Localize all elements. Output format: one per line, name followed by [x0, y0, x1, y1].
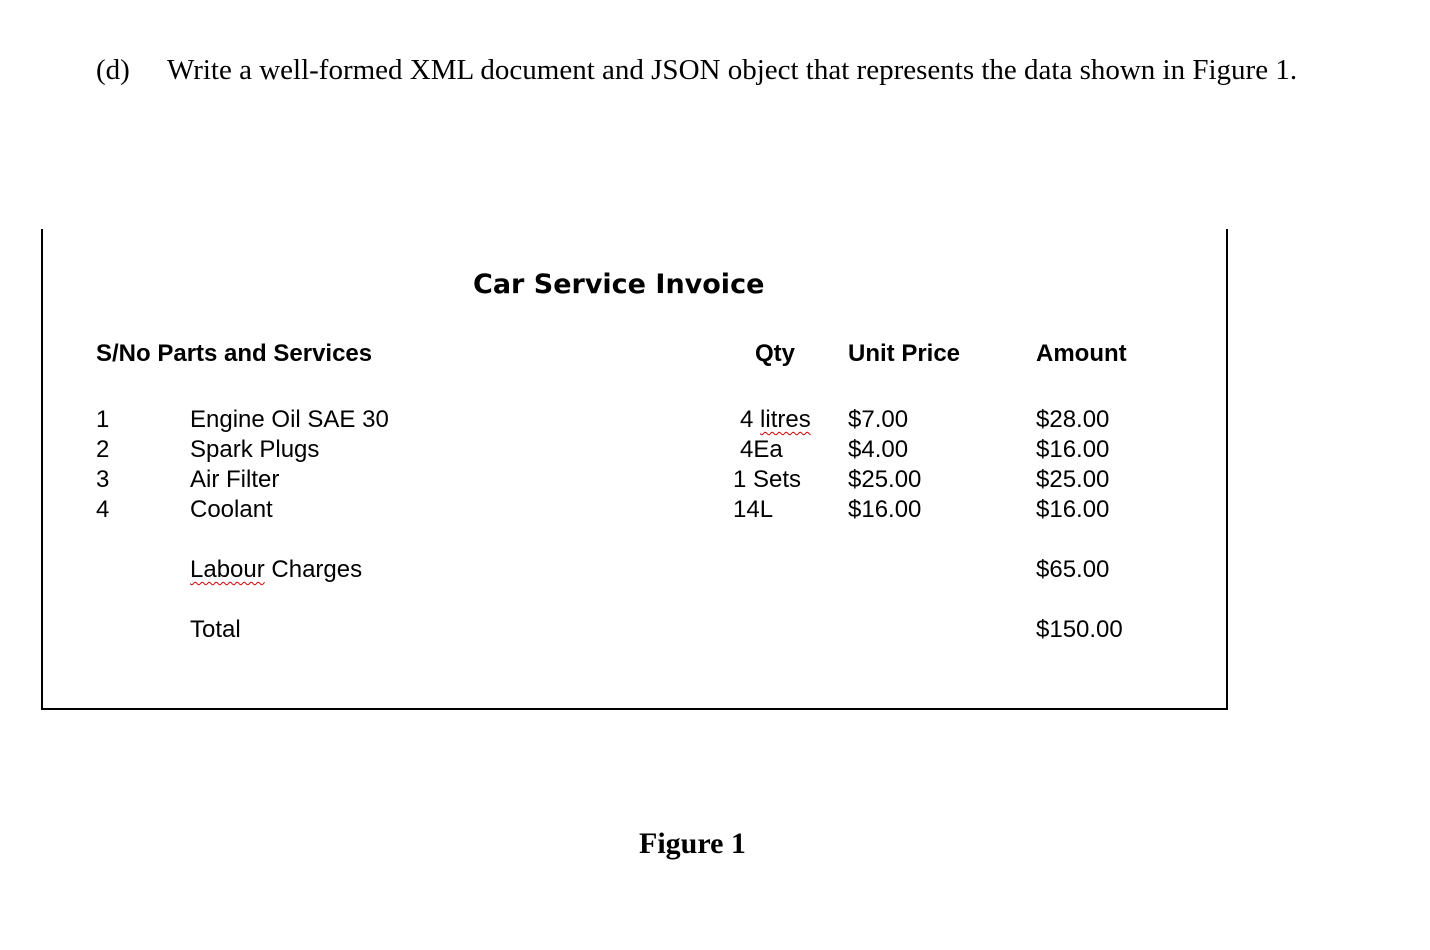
labour-word: Labour: [190, 556, 265, 583]
total-amount: $150.00: [1036, 616, 1123, 643]
header-amount: Amount: [1036, 340, 1127, 367]
header-qty: Qty: [755, 340, 796, 367]
row-1-unit-price: $7.00: [848, 406, 909, 433]
row-3-amount: $25.00: [1036, 466, 1110, 493]
row-3-qty: 1 Sets: [733, 466, 802, 493]
header-sno-parts: S/No Parts and Services: [96, 340, 373, 367]
row-2-unit-price: $4.00: [848, 436, 909, 463]
labour-rest: Charges: [264, 556, 363, 583]
row-4-sno: 4: [96, 496, 110, 523]
row-4-unit-price: $16.00: [848, 496, 922, 523]
row-1-qty-unit: litres: [760, 406, 811, 433]
row-2-sno: 2: [96, 436, 110, 463]
total-label: Total: [190, 616, 241, 643]
labour-charges-label: [190, 555, 362, 585]
labour-charges-amount: $65.00: [1036, 556, 1110, 583]
invoice-title: Car Service Invoice: [473, 269, 765, 300]
figure-caption: Figure 1: [639, 827, 746, 860]
row-2-amount: $16.00: [1036, 436, 1110, 463]
row-4-qty: 14L: [733, 496, 774, 523]
row-2-qty: 4Ea: [740, 436, 783, 463]
question-text: Write a well-formed XML document and JSON object that represents the data shown in Figure 1.: [167, 54, 1298, 86]
row-1-qty: [740, 405, 811, 435]
row-1-amount: $28.00: [1036, 406, 1110, 433]
row-4-amount: $16.00: [1036, 496, 1110, 523]
row-3-unit-price: $25.00: [848, 466, 922, 493]
row-2-part: Spark Plugs: [190, 436, 320, 463]
row-3-sno: 3: [96, 466, 110, 493]
question-label: (d): [96, 54, 130, 86]
row-1-qty-num: 4: [740, 406, 754, 433]
row-1-part: Engine Oil SAE 30: [190, 406, 389, 433]
row-3-part: Air Filter: [190, 466, 280, 493]
header-unit-price: Unit Price: [848, 340, 961, 367]
row-1-sno: 1: [96, 406, 110, 433]
row-4-part: Coolant: [190, 496, 273, 523]
